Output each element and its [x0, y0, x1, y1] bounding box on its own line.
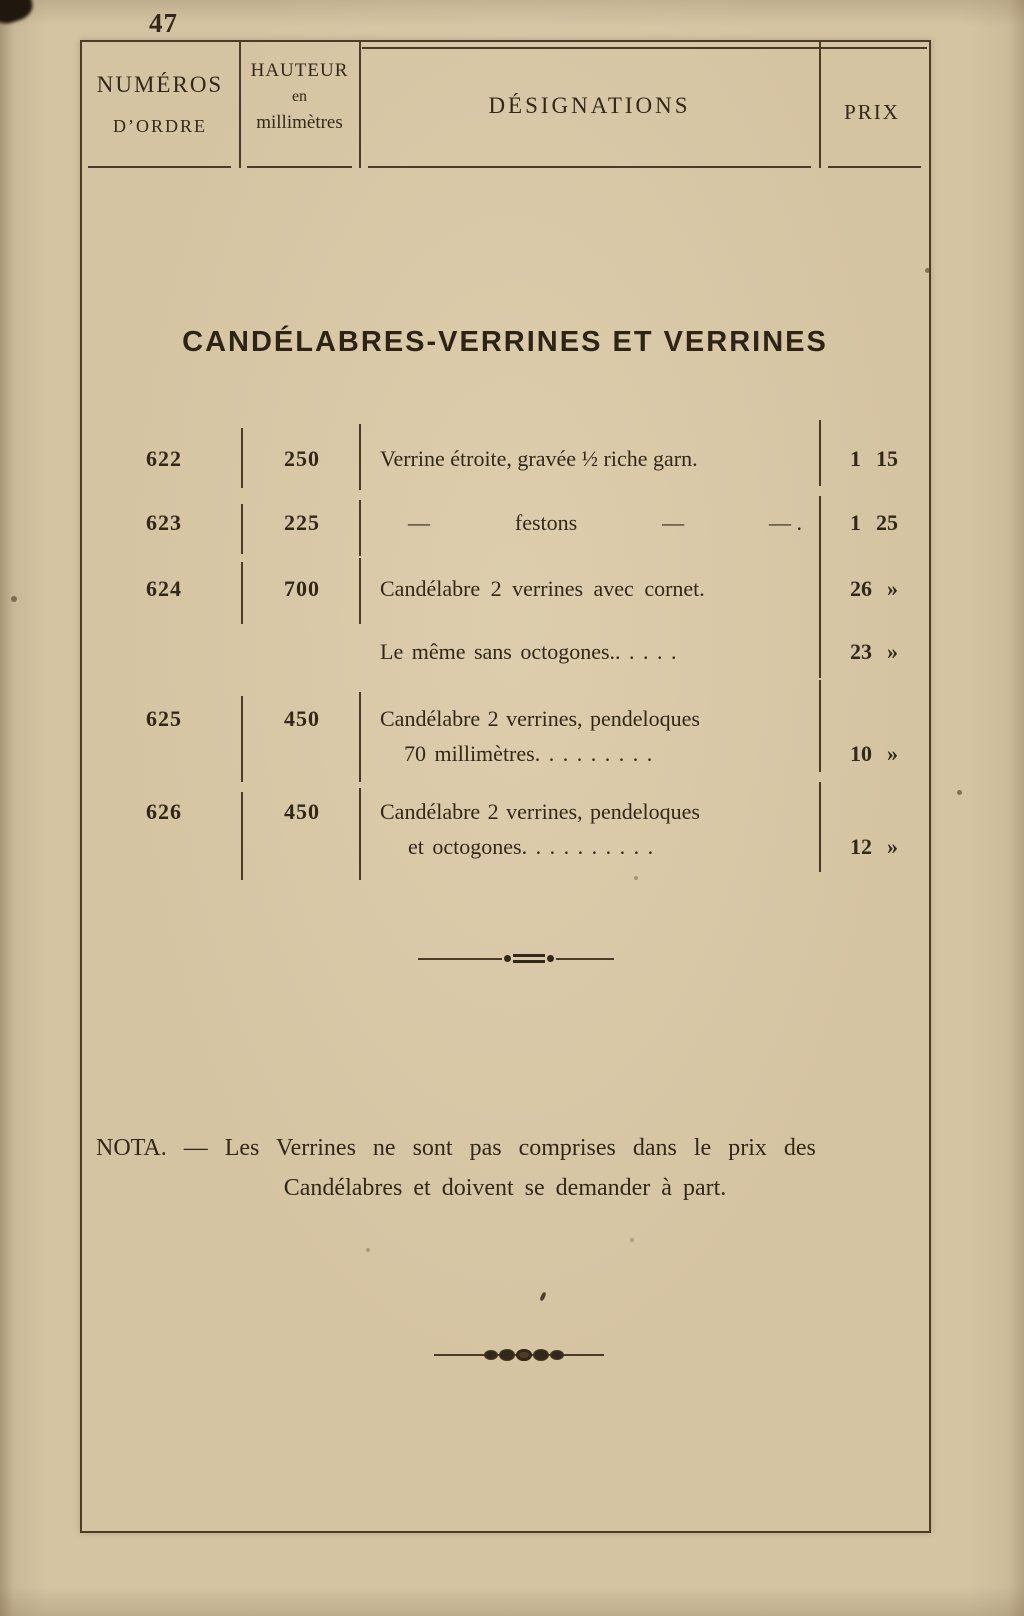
price-ditto: »: [887, 834, 898, 859]
row-626-designation-line1: Candélabre 2 verrines, pendeloques: [380, 799, 700, 824]
dash-ditto: — .: [769, 510, 802, 535]
dash-ditto: —: [662, 510, 685, 535]
scan-speck: [11, 596, 17, 602]
row-divider: [359, 788, 361, 880]
price-ditto: »: [887, 639, 898, 664]
row-626-price: [824, 830, 924, 864]
row-lememe-designation: Le même sans octogones.. . . . .: [380, 639, 677, 664]
header-hauteur-line3: millimètres: [256, 112, 343, 134]
section-title: CANDÉLABRES-VERRINES ET VERRINES: [182, 326, 828, 358]
row-624-number: 624: [146, 576, 182, 601]
row-lememe-price: [824, 635, 924, 669]
row-626-hauteur: 450: [284, 799, 320, 824]
row-divider: [359, 558, 361, 624]
price-ditto: »: [887, 576, 898, 601]
divider-dot: [547, 955, 554, 962]
header-underline: [247, 166, 352, 168]
row-625-designation-line1: Candélabre 2 verrines, pendeloques: [380, 706, 700, 731]
header-designations: DÉSIGNATIONS: [488, 93, 691, 118]
row-622-hauteur: 250: [284, 446, 320, 471]
divider-dot: [504, 955, 511, 962]
divider-bead: [516, 1349, 532, 1361]
header-underline: [368, 166, 811, 168]
row-623-number: 623: [146, 510, 182, 535]
divider-line: [418, 958, 502, 960]
nota-line2: Candélabres et doivent se demander à part.: [283, 1175, 727, 1201]
designation-word: festons: [514, 510, 578, 535]
price-francs: 12: [850, 834, 872, 859]
row-625-hauteur: 450: [284, 706, 320, 731]
dash-ditto: —: [408, 510, 430, 535]
header-hauteur: [243, 60, 356, 134]
row-divider: [819, 496, 821, 558]
row-divider: [819, 782, 821, 872]
header-prix: PRIX: [844, 100, 900, 124]
row-626-number: 626: [146, 799, 182, 824]
divider-bead: [499, 1349, 515, 1361]
price-centimes: 25: [876, 510, 898, 535]
row-624-designation: Candélabre 2 verrines avec cornet.: [380, 576, 705, 601]
table-border: [80, 40, 931, 1533]
price-francs: 10: [850, 741, 872, 766]
row-622-designation: Verrine étroite, gravée ½ riche garn.: [380, 446, 698, 471]
price-centimes: 15: [876, 446, 898, 471]
header-column-divider: [819, 42, 821, 168]
price-francs: 23: [850, 639, 872, 664]
price-francs: 26: [850, 576, 872, 601]
scan-speck: [957, 790, 962, 795]
scan-corner-smudge: [0, 0, 36, 28]
price-francs: 1: [850, 446, 861, 471]
header-hauteur-line2: en: [291, 87, 308, 105]
nota-line1: NOTA. — Les Verrines ne sont pas comprises dans le prix des: [96, 1135, 816, 1161]
row-624-hauteur: 700: [284, 576, 320, 601]
row-divider: [819, 622, 821, 678]
row-622-number: 622: [146, 446, 182, 471]
header-numeros-line2: D’ORDRE: [113, 116, 207, 137]
header-numeros-line1: NUMÉROS: [96, 72, 224, 97]
divider-bead: [484, 1350, 498, 1360]
row-divider: [819, 420, 821, 486]
divider-bead: [550, 1350, 564, 1360]
row-divider: [359, 500, 361, 556]
row-623-price: [824, 506, 924, 540]
header-column-divider: [239, 42, 241, 168]
row-divider: [359, 692, 361, 782]
row-626-designation-line2: et octogones. . . . . . . . . .: [408, 834, 654, 859]
header-top-rule: [362, 47, 927, 49]
price-ditto: »: [887, 741, 898, 766]
header-underline: [88, 166, 231, 168]
row-622-price: [824, 442, 924, 476]
row-625-price: [824, 737, 924, 771]
row-624-price: [824, 572, 924, 606]
divider-line: [556, 958, 614, 960]
row-625-number: 625: [146, 706, 182, 731]
page-number: 47: [149, 8, 178, 38]
header-underline: [828, 166, 921, 168]
divider-bead: [533, 1349, 549, 1361]
row-divider: [359, 424, 361, 490]
divider-double-bar: [513, 954, 545, 963]
row-623-hauteur: 225: [284, 510, 320, 535]
row-625-designation-line2: 70 millimètres. . . . . . . . .: [404, 741, 653, 766]
header-numeros-dordre: [84, 72, 236, 137]
row-623-designation: [380, 506, 812, 540]
row-divider: [819, 556, 821, 626]
row-divider: [819, 680, 821, 772]
header-column-divider: [359, 42, 361, 168]
price-francs: 1: [850, 510, 861, 535]
header-hauteur-line1: HAUTEUR: [250, 60, 349, 81]
